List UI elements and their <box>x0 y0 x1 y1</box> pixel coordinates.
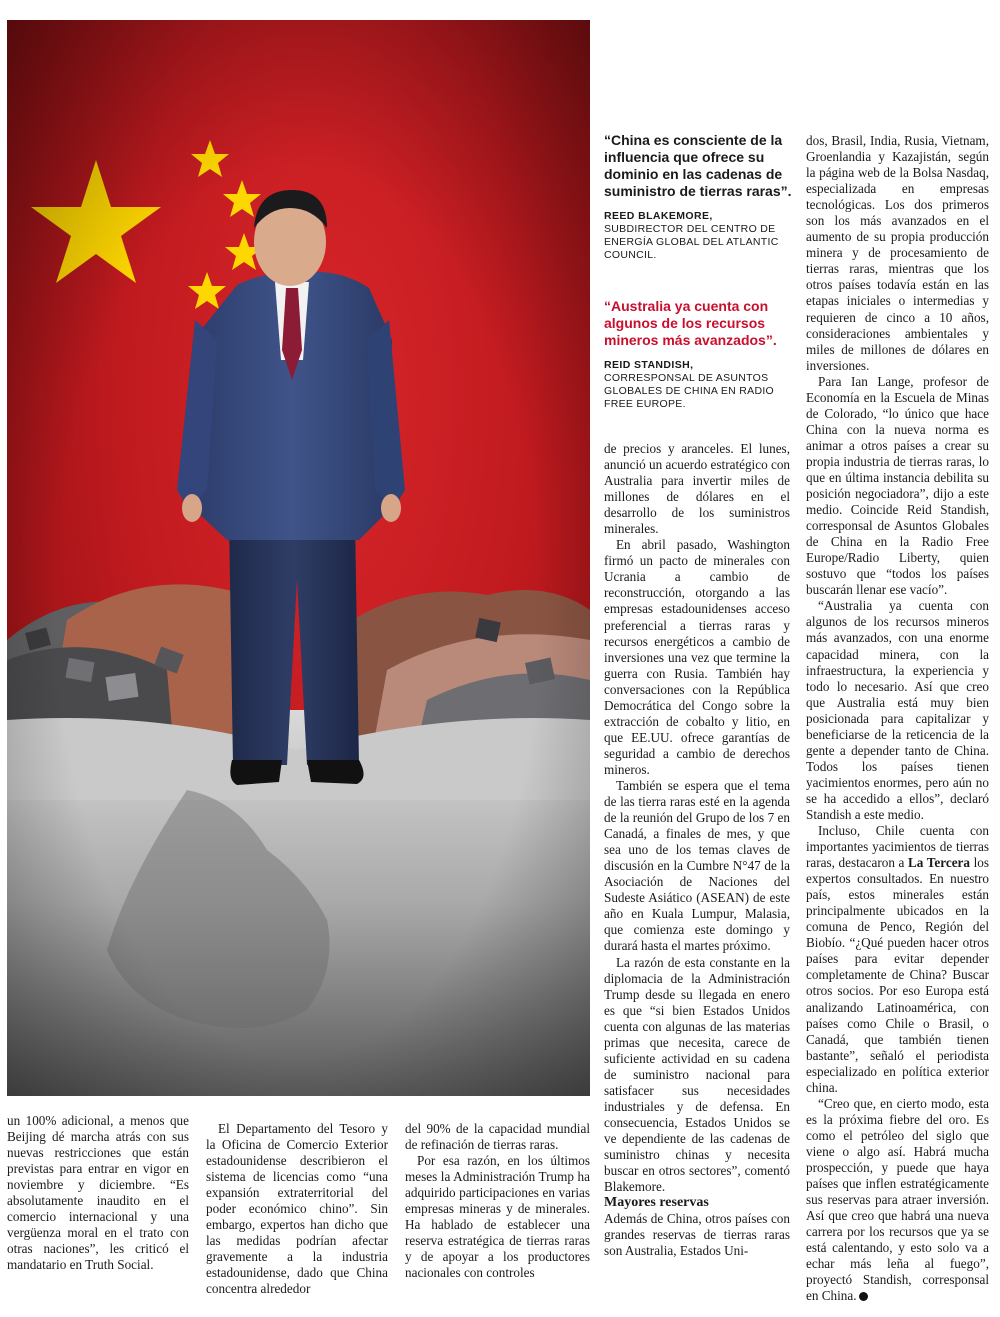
paragraph: El Departamento del Tesoro y la Oficina de Comercio Exterior estadounidense describieron el sistema de licencias como “una expansión extraterritorial del poder económico chino”. Sin embargo, expertos han dicho que las medidas podrían afectar gravemente a la industria estadounidense, dado que China concentra alrededor <box>206 1121 388 1297</box>
paragraph: del 90% de la capacidad mundial de refinación de tierras raras. <box>405 1121 590 1153</box>
text-run: “Creo que, en cierto modo, esta es la próxima fiebre del oro. Es como el petróleo del siglo que viene o algo así. Habrá mucha prospección, y puede que haya países que inflen estratégicamente sus reservas para atraer inversión. Así que creo que habrá una nueva carrera por los recursos que ya se está calentando, y esto solo va a echar más leña al fuego”, proyectó Standish, corresponsal en China. <box>806 1095 989 1304</box>
pull-quote-blakemore <box>604 132 794 262</box>
quote-author: REID STANDISH, <box>604 359 694 371</box>
quote-role: CORRESPONSAL DE ASUNTOS GLOBALES DE CHINA EN RADIO FREE EUROPE. <box>604 372 775 410</box>
paragraph: Además de China, otros países con grandes reservas de tierras raras son Australia, Estados Uni- <box>604 1211 790 1259</box>
paragraph <box>806 1096 989 1305</box>
article-column-3 <box>405 1121 590 1281</box>
paragraph: de precios y aranceles. El lunes, anunció un acuerdo estratégico con Australia para invertir miles de millones de dólares en el desarrollo de los suministros minerales. <box>604 441 791 537</box>
article-column-1 <box>7 1113 189 1273</box>
article-column-4 <box>604 441 790 1259</box>
article-column-5 <box>806 133 989 1304</box>
paragraph: un 100% adicional, a menos que Beijing dé marcha atrás con sus nuevas restricciones que están previstas para entrar en vigor en noviembre y diciembre. “Es absolutamente inaudito en el comercio internacional y una vergüenza moral en el trato con otras naciones”, les criticó el mandatario en Truth Social. <box>7 1113 189 1273</box>
paragraph: dos, Brasil, India, Rusia, Vietnam, Groenlandia y Kazajistán, según la página web de la Bolsa Nasdaq, especializada en empresas tecnológicas. Los dos primeros son los más avanzados en el aumento de su propia producción minera y de procesamiento de tierras raras, mientras que los otros países todavía están en las etapas iniciales o intermedias y requieren de cinco a 10 años, consideraciones ambientales y miles de millones de dólares en inversiones. <box>806 133 989 373</box>
text-run: Incluso, Chile cuenta con importantes yacimientos de tierras raras, destacaron a <box>806 823 989 871</box>
publication-name: La Tercera <box>908 855 970 871</box>
pull-quote-standish <box>604 298 794 411</box>
quote-text: “China es consciente de la influencia que ofrece su dominio en las cadenas de suministro de tierras raras”. <box>604 132 792 199</box>
section-subhead: Mayores reservas <box>604 1195 709 1211</box>
cover-photo <box>7 20 590 1096</box>
article-column-2 <box>206 1121 388 1298</box>
paragraph <box>806 823 989 1096</box>
paragraph: La razón de esta constante en la diplomacia de la Administración Trump desde su llegada en enero es que “si bien Estados Unidos cuenta con algunas de las materias primas que necesita, carece de suficiente actividad en su cadena de suministro nacional para satisfacer sus necesidades industriales y de defensa. En consecuencia, Estados Unidos se ve dependiente de las cadenas de suministro chinas y necesita buscar en otros sectores”, comentó Blakemore. <box>604 954 790 1195</box>
paragraph: Por esa razón, en los últimos meses la Administración Trump ha adquirido participaciones en varias empresas mineras y de minerales. Ha hablado de establecer una reserva estratégica de tierras raras y de apoyar a los productores nacionales con controles <box>405 1153 590 1281</box>
paragraph: También se espera que el tema de las tierra raras esté en la agenda de la reunión del Grupo de los 7 en Canadá, a finales de mes, y que sea uno de los temas claves de discusión en la Cumbre N°47 de la Asociación de Naciones del Sudeste Asiático (ASEAN) de este año en Kuala Lumpur, Malasia, que comienza este domingo y durará hasta el martes próximo. <box>604 777 790 954</box>
paragraph: En abril pasado, Washington firmó un pacto de minerales con Ucrania a cambio de reconstrucción, otorgando a las empresas estadounidenses acceso preferencial a tierras raras y recursos energéticos a cambio de inversiones una vez que termine la guerra con Rusia. También hay conversaciones con la República Democrática del Congo sobre la extracción de cobalto y litio, en que EE.UU. ofrece garantías de seguridad a cambio de derechos mineros. <box>604 537 790 777</box>
quote-author: REED BLAKEMORE, <box>604 210 713 222</box>
quote-text: “Australia ya cuenta con algunos de los recursos mineros más avanzados”. <box>604 298 777 348</box>
quote-role: SUBDIRECTOR DEL CENTRO DE ENERGÍA GLOBAL DEL ATLANTIC COUNCIL. <box>604 223 779 261</box>
paragraph: Para Ian Lange, profesor de Economía en la Escuela de Minas de Colorado, “lo único que hace China con la nueva norma es animar a otros países a crear su propia industria de tierras raras, lo que en última instancia debilita su posición negociadora”, dijo a este medio. Coincide Reid Standish, corresponsal de Asuntos Globales de China en la Radio Free Europe/Radio Liberty, quien sostuvo que “todos los países buscarán llenar ese vacío”. <box>806 373 989 598</box>
end-mark-icon <box>859 1292 868 1301</box>
paragraph: “Australia ya cuenta con algunos de los recursos mineros más avanzados, con una enorme capacidad minera, con la infraestructura, la experiencia y todo lo necesario. Así que creo que Australia está muy bien posicionada para capitalizar y beneficiarse de la reticencia de la gente a depender tanto de China. Todos los países tienen yacimientos enormes, pero aún no se ha accedido a ellos”, declaró Standish a este medio. <box>806 598 989 822</box>
text-run: los expertos consultados. En nuestro país, estos minerales están principalmente ubicados en la comuna de Penco, Región del Biobío. “¿Qué pueden hacer otros países para evitar depender completamente de China? Buscar otros socios. Por eso Europa está analizando Latinoamérica, con países como Chile o Brasil, o Canadá, que también tienen bastante”, señaló el periodista especializado en política exterior china. <box>806 855 990 1095</box>
